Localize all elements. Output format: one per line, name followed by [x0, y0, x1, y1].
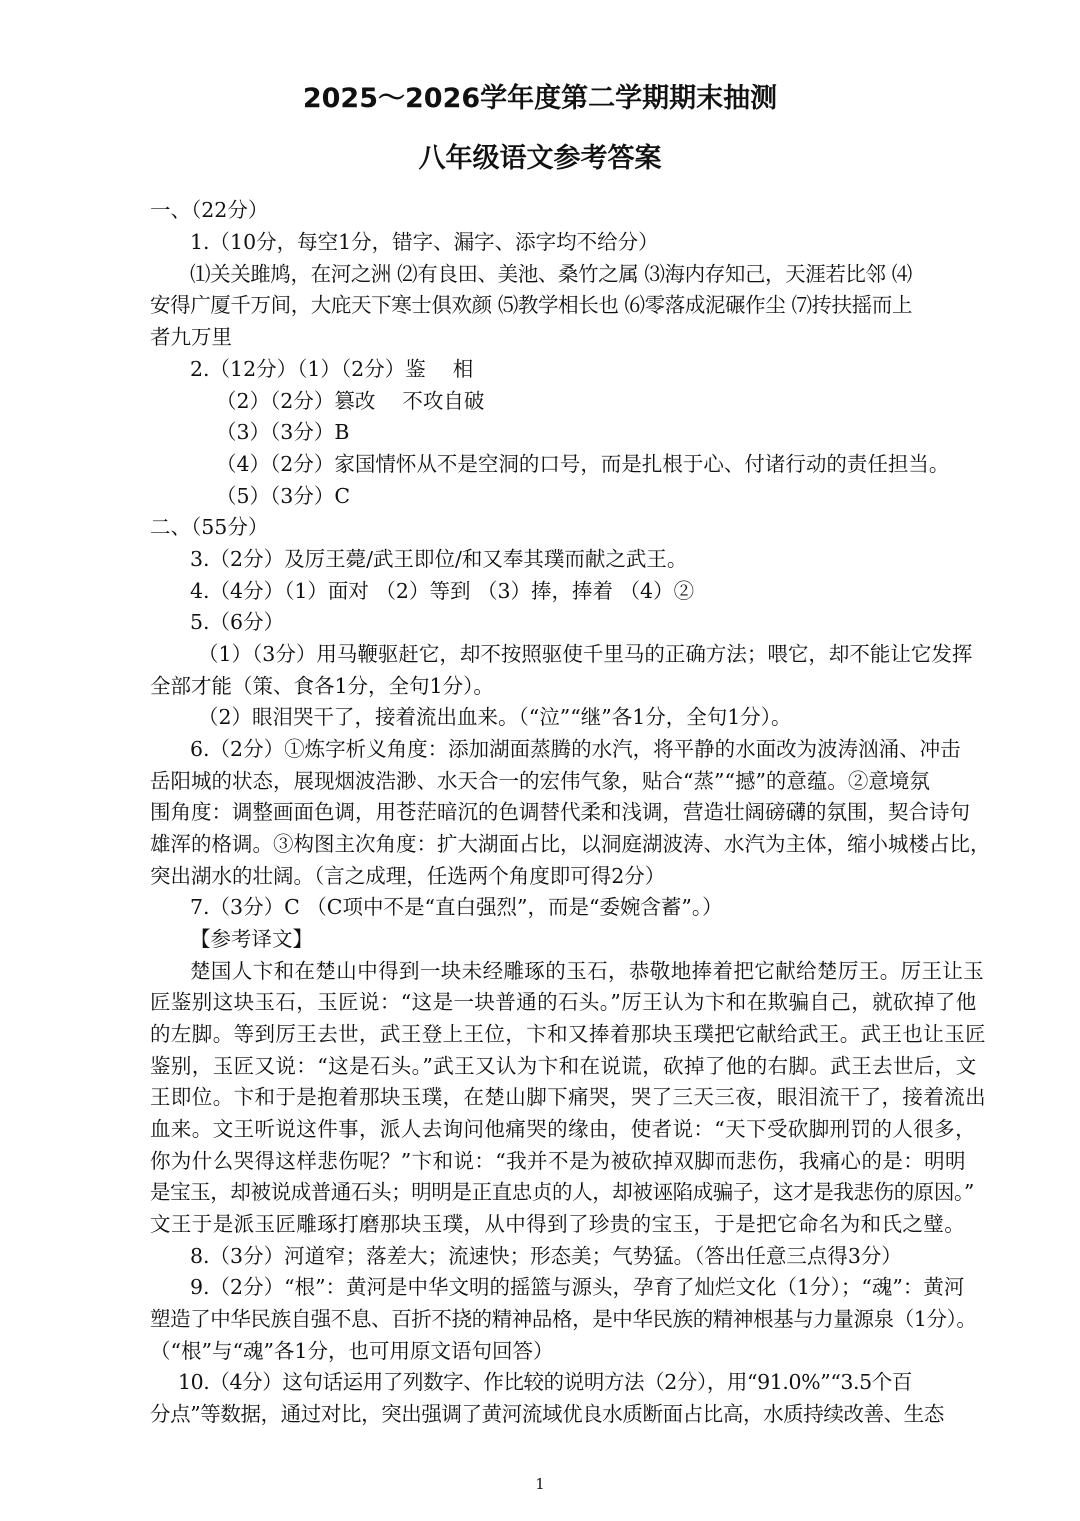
translation-line: 的左脚。等到厉王去世，武王登上王位，卞和又捧着那块玉璞把它献给武王。武王也让玉匠: [150, 1022, 986, 1046]
answer-line: 突出湖水的壮阔。（言之成理，任选两个角度即可得2分）: [150, 864, 666, 888]
translation-line: 文王于是派玉匠雕琢打磨那块玉璞，从中得到了珍贵的宝玉，于是把它命名为和氏之璧。: [150, 1212, 966, 1236]
question-4-answer: 4.（4分）（1）面对 （2）等到 （3）捧，捧着 （4）②: [190, 579, 695, 603]
translation-line: 你为什么哭得这样悲伤呢？”卞和说：“我并不是为被砍掉双脚而悲伤，我痛心的是：明明: [150, 1149, 966, 1173]
translation-line: 是宝玉，却被说成普通石头；明明是正直忠贞的人，却被诬陷成骗子，这才是我悲伤的原因。”: [150, 1180, 974, 1204]
question-10-answer: 10.（4分）这句话运用了列数字、作比较的说明方法（2分），用“91.0%”“3.5个百: [178, 1370, 913, 1394]
page-number: 1: [535, 1475, 545, 1493]
question-3-answer: 3.（2分）及厉王薨/武王即位/和又奉其璞而献之武王。: [190, 547, 688, 571]
question-6-answer: 6.（2分）①炼字析义角度：添加湖面蒸腾的水汽，将平静的水面改为波涛汹涌、冲击: [190, 737, 961, 761]
question-2-header: 2.（12分）（1）（2分）鉴 相: [190, 357, 474, 381]
answer-line: （1）（3分）用马鞭驱赶它，却不按照驱使千里马的正确方法；喂它，却不能让它发挥: [198, 642, 973, 666]
question-5-header: 5.（6分）: [190, 610, 285, 634]
answer-line: （“根”与“魂”各1分，也可用原文语句回答）: [150, 1339, 554, 1363]
answer-line: 围角度：调整画面色调，用苍茫暗沉的色调替代柔和浅调，营造壮阔磅礴的氛围，契合诗句: [150, 800, 970, 824]
answer-line: （2）眼泪哭干了，接着流出血来。（“泣”“继”各1分，全句1分）。: [198, 705, 792, 729]
question-1-header: 1.（10分，每空1分，错字、漏字、添字均不给分）: [190, 230, 659, 254]
answer-line: 者九万里: [150, 325, 232, 349]
answer-line: 塑造了中华民族自强不息、百折不挠的精神品格，是中华民族的精神根基与力量源泉（1分）。: [150, 1307, 977, 1331]
translation-line: 血来。文王听说这件事，派人去询问他痛哭的缘由，使者说：“天下受砍脚刑罚的人很多，: [150, 1117, 976, 1141]
translation-line: 王即位。卞和于是抱着那块玉璞，在楚山脚下痛哭，哭了三天三夜，眼泪流干了，接着流出: [150, 1085, 986, 1109]
answer-line: （5）（3分）C: [216, 484, 351, 508]
question-7-answer: 7.（3分）C （C项中不是“直白强烈”，而是“委婉含蓄”。）: [190, 895, 723, 919]
section-one-heading: 一、（22分）: [150, 198, 269, 222]
answer-line: （2）（2分）篡改 不攻自破: [216, 389, 485, 413]
answer-line: 雄浑的格调。③构图主次角度：扩大湖面占比，以洞庭湖波涛、水汽为主体，缩小城楼占比，: [150, 832, 991, 856]
translation-heading: 【参考译文】: [190, 927, 313, 951]
section-two-heading: 二、（55分）: [150, 515, 269, 539]
document-subtitle: 八年级语文参考答案: [418, 143, 662, 174]
translation-line: 匠鉴别这块玉石，玉匠说：“这是一块普通的石头。”厉王认为卞和在欺骗自己，就砍掉了他: [150, 990, 977, 1014]
answer-line: 安得广厦千万间，大庇天下寒士俱欢颜 ⑸教学相长也 ⑹零落成泥碾作尘 ⑺抟扶摇而上: [150, 293, 913, 317]
answer-line: 分点”等数据，通过对比，突出强调了黄河流域优良水质断面占比高，水质持续改善、生态: [150, 1402, 944, 1426]
answer-line: （3）（3分）B: [216, 420, 350, 444]
answer-line: ⑴关关雎鸠，在河之洲 ⑵有良田、美池、桑竹之属 ⑶海内存知己，天涯若比邻 ⑷: [190, 262, 912, 286]
document-title: 2025～2026学年度第二学期期末抽测: [302, 83, 778, 114]
question-8-answer: 8.（3分）河道窄；落差大；流速快；形态美；气势猛。（答出任意三点得3分）: [190, 1244, 902, 1268]
translation-line: 楚国人卞和在楚山中得到一块未经雕琢的玉石，恭敬地捧着把它献给楚厉王。厉王让玉: [190, 959, 985, 983]
translation-line: 鉴别，玉匠又说：“这是石头。”武王又认为卞和在说谎，砍掉了他的右脚。武王去世后，文: [150, 1054, 977, 1078]
answer-line: （4）（2分）家国情怀从不是空洞的口号，而是扎根于心、付诸行动的责任担当。: [216, 452, 950, 476]
question-9-answer: 9.（2分）“根”：黄河是中华文明的摇篮与源头，孕育了灿烂文化（1分）；“魂”：黄河: [190, 1275, 965, 1299]
answer-line: 全部才能（策、食各1分，全句1分）。: [150, 674, 494, 698]
answer-line: 岳阳城的状态，展现烟波浩渺、水天合一的宏伟气象，贴合“蒸”“撼”的意蕴。②意境氛: [150, 769, 930, 793]
